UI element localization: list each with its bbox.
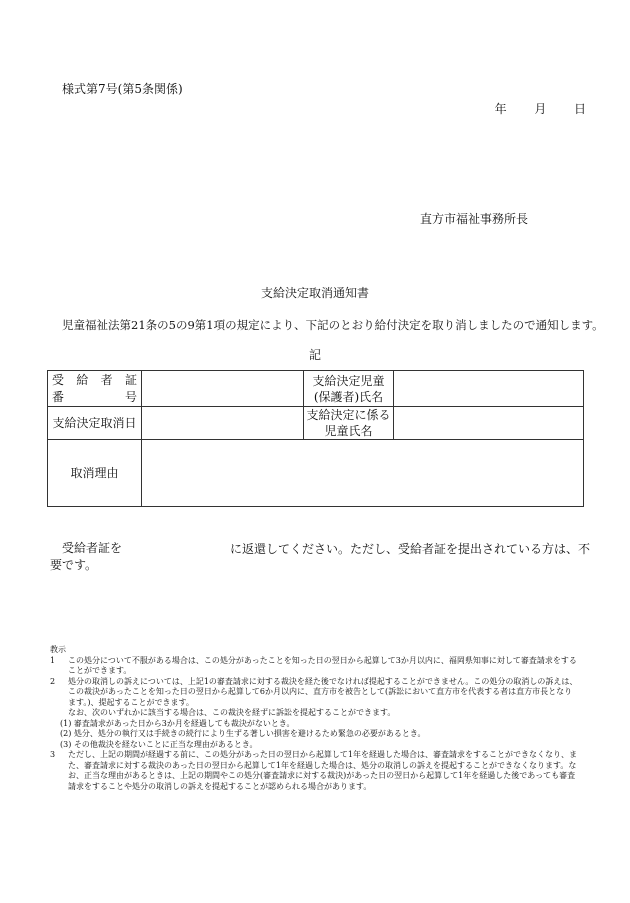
decision-child-label: 支給決定児童 (保護者)氏名 [304, 371, 394, 407]
ki-mark: 記 [308, 348, 321, 362]
reason-field[interactable] [142, 440, 584, 507]
note-item: 2 処分の取消しの訴えについては、上記1の審査請求に対する裁決を経た後でなければ提起することができません。この処分の取消しの訴えは、この裁決があったことを知った日の翌日から起算して6か月以内に、直方市を被告として(訴訟において直方市を代表する者は直方市長となります。)、提起することができます。 [50, 676, 578, 707]
notes-heading: 教示 [50, 645, 66, 654]
document-title: 支給決定取消通知書 [260, 286, 369, 300]
related-child-label: 支給決定に係る 児童氏名 [304, 407, 394, 440]
return-text-suffix: に返還してください。ただし、受給者証を提出されている方は、不 [230, 542, 591, 556]
note-item: 1 この処分について不服がある場合は、この処分があったことを知った日の翌日から起算して3か月以内に、福岡県知事に対して審査請求をすることができます。 [50, 655, 577, 675]
date-month: 月 [534, 102, 547, 116]
date-year: 年 [494, 102, 507, 116]
issuer: 直方市福祉事務所長 [420, 212, 529, 226]
note-subitem: (2) 処分、処分の執行又は手続きの続行により生ずる著しい損害を避けるため緊急の必要があるとき。 [60, 729, 426, 738]
note-item: 3 ただし、上記の期間が経過する前に、この処分があった日の翌日から起算して1年を経過した場合は、審査請求をすることができなくなり、また、審査請求に対する裁決のあった日の翌日から起算して1年を経過した場合は、処分の取消しの訴えを提起することができなくなります。なお、正当な理由があるときは、上記の期間やこの処分(審査請求に対する裁決)があった日の翌日から起算して1年を経過した後であっても審査請求をすることや処分の取消しの訴えを提起することが認められる場合があります。 [50, 750, 578, 791]
note-subitem: (3) その他裁決を経ないことに正当な理由があるとき。 [60, 739, 258, 749]
note-item2-extra: なお、次のいずれかに該当する場合は、この裁決を経ずに訴訟を提起することができます。 [68, 708, 396, 717]
recipient-cert-no-label: 受 給 者 証 番 号 [48, 371, 142, 407]
return-text-line2: 要です。 [50, 558, 98, 572]
cancel-date-field[interactable] [142, 407, 304, 440]
related-child-field[interactable] [394, 407, 584, 440]
form-number: 様式第7号(第5条関係) [62, 82, 183, 96]
notes-section [50, 645, 580, 792]
decision-child-field[interactable] [394, 371, 584, 407]
return-text-prefix: 受給者証を [62, 541, 123, 555]
body-text: 児童福祉法第21条の5の9第1項の規定により、下記のとおり給付決定を取り消しましたので通知します。 [62, 318, 604, 332]
note-subitem: (1) 審査請求があった日から3か月を経過しても裁決がないとき。 [60, 718, 295, 728]
recipient-cert-no-field[interactable] [142, 371, 304, 407]
date-line [495, 100, 586, 117]
date-day: 日 [573, 102, 586, 116]
cancel-date-label: 支給決定取消日 [48, 407, 142, 440]
reason-label: 取消理由 [48, 440, 142, 507]
info-table [47, 370, 584, 507]
